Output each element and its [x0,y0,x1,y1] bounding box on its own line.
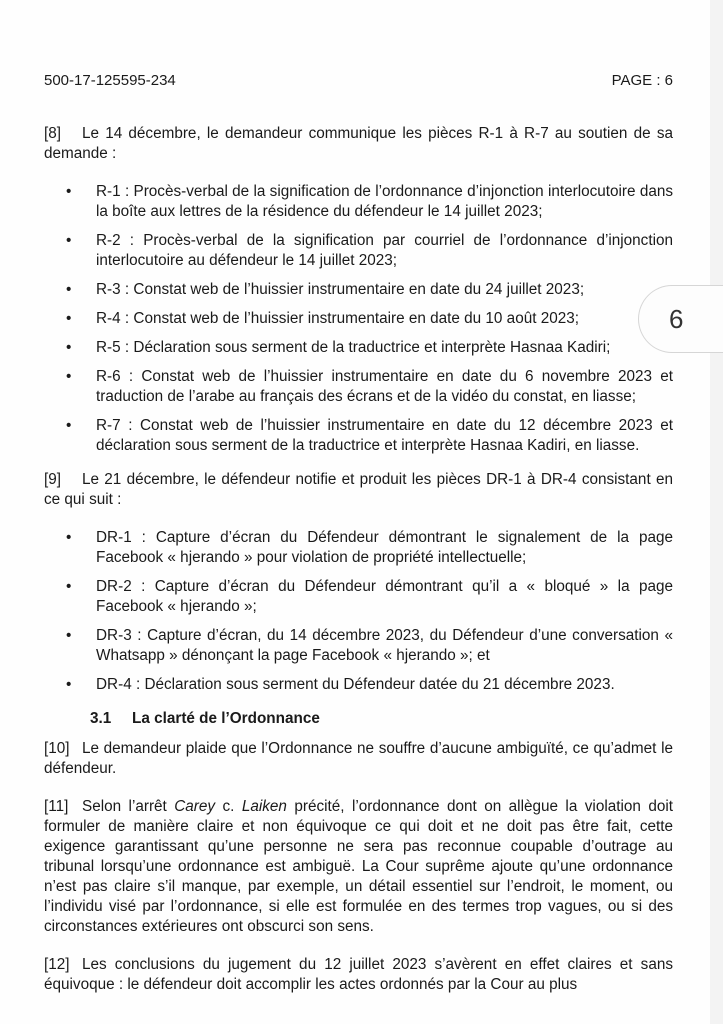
section-heading [44,709,673,729]
bullet-icon: • [66,232,72,249]
paragraph-text: Le 21 décembre, le défendeur notifie et produit les pièces DR-1 à DR-4 consistant en ce qui suit : [44,471,673,508]
bullet-icon: • [66,368,72,385]
scrollbar-track[interactable] [710,0,723,1024]
bullet-icon: • [66,676,72,693]
bullet-icon: • [66,417,72,434]
list-item: • R-7 : Constat web de l’huissier instrumentaire en date du 12 décembre 2023 et déclaration sous serment de la traductrice et interprète Hasnaa Kadiri, en liasse. [66,417,673,454]
paragraph-text: Le 14 décembre, le demandeur communique les pièces R-1 à R-7 au soutien de sa demande : [44,125,673,162]
case-name-party-a: Carey [174,798,216,815]
document-body [44,124,673,1013]
paragraph-text: Le demandeur plaide que l’Ordonnance ne souffre d’aucune ambiguïté, ce qu’admet le défendeur. [44,740,673,777]
section-number: 3.1 [90,710,112,727]
paragraph-number: [11] [44,798,69,815]
case-name-party-b: Laiken [241,798,287,815]
page-header [44,72,673,89]
paragraph-number: [9] [44,471,62,488]
paragraph-number: [10] [44,740,70,757]
plaintiff-exhibits-list [44,182,673,456]
bullet-icon: • [66,281,72,298]
list-item: • DR-1 : Capture d’écran du Défendeur démontrant le signalement de la page Facebook « hjerando » pour violation de propriété intellectuelle; [66,529,673,566]
paragraph-text: Les conclusions du jugement du 12 juillet 2023 s’avèrent en effet claires et sans équivoque : le défendeur doit accomplir les actes ordonnés par la Cour au plus [44,956,673,993]
paragraph-8 [44,124,673,164]
list-item: • R-4 : Constat web de l’huissier instrumentaire en date du 10 août 2023; [66,310,579,327]
bullet-icon: • [66,183,72,200]
paragraph-number: [12] [44,956,70,973]
list-item: • R-2 : Procès-verbal de la signification par courriel de l’ordonnance d’injonction interlocutoire au défendeur le 14 juillet 2023; [66,232,673,269]
bullet-icon: • [66,627,72,644]
file-number: 500-17-125595-234 [44,72,176,89]
list-item: • R-6 : Constat web de l’huissier instrumentaire en date du 6 novembre 2023 et traduction de l’arabe au français des écrans et de la vidéo du constat, en liasse; [66,368,673,405]
list-item: • R-5 : Déclaration sous serment de la traductrice et interprète Hasnaa Kadiri; [66,339,611,356]
paragraph-9 [44,470,673,510]
paragraph-10 [44,739,673,779]
list-item: • DR-2 : Capture d’écran du Défendeur démontrant qu’il a « bloqué » la page Facebook « hjerando »; [66,578,673,615]
page-number-label: PAGE : 6 [611,72,673,89]
list-item: • R-1 : Procès-verbal de la signification de l’ordonnance d’injonction interlocutoire dans la boîte aux lettres de la résidence du défendeur le 14 juillet 2023; [66,183,673,220]
paragraph-11: [11] Selon l’arrêt Carey c. Laiken précité, l’ordonnance dont on allègue la violation doit formuler de manière claire et non équivoque ce qui doit et ne doit pas être fait, cette exigence garantissant qu’une personne ne sera pas reconnue coupable d’outrage au tribunal lorsqu’une ordonnance est ambiguë. La Cour suprême ajoute qu’une ordonnance n’est pas claire s’il manque, par exemple, un détail essentiel sur l’endroit, le moment, ou l’individu visé par l’ordonnance, si elle est formulée en des termes trop vagues, ou si des circonstances extérieures ont obscurci son sens. [44,798,673,935]
list-item: • DR-4 : Déclaration sous serment du Défendeur datée du 21 décembre 2023. [66,676,615,693]
bullet-icon: • [66,310,72,327]
bullet-icon: • [66,339,72,356]
paragraph-12 [44,955,673,995]
section-title: La clarté de l’Ordonnance [132,710,320,727]
list-item: • DR-3 : Capture d’écran, du 14 décembre 2023, du Défendeur d’une conversation « Whatsapp » dénonçant la page Facebook « hjerando »; et [66,627,673,664]
bullet-icon: • [66,578,72,595]
list-item: • R-3 : Constat web de l’huissier instrumentaire en date du 24 juillet 2023; [66,281,585,298]
paragraph-number: [8] [44,125,62,142]
bullet-icon: • [66,529,72,546]
defendant-exhibits-list [44,528,673,695]
page-indicator-number: 6 [669,303,684,334]
page-indicator-badge[interactable] [638,285,723,353]
